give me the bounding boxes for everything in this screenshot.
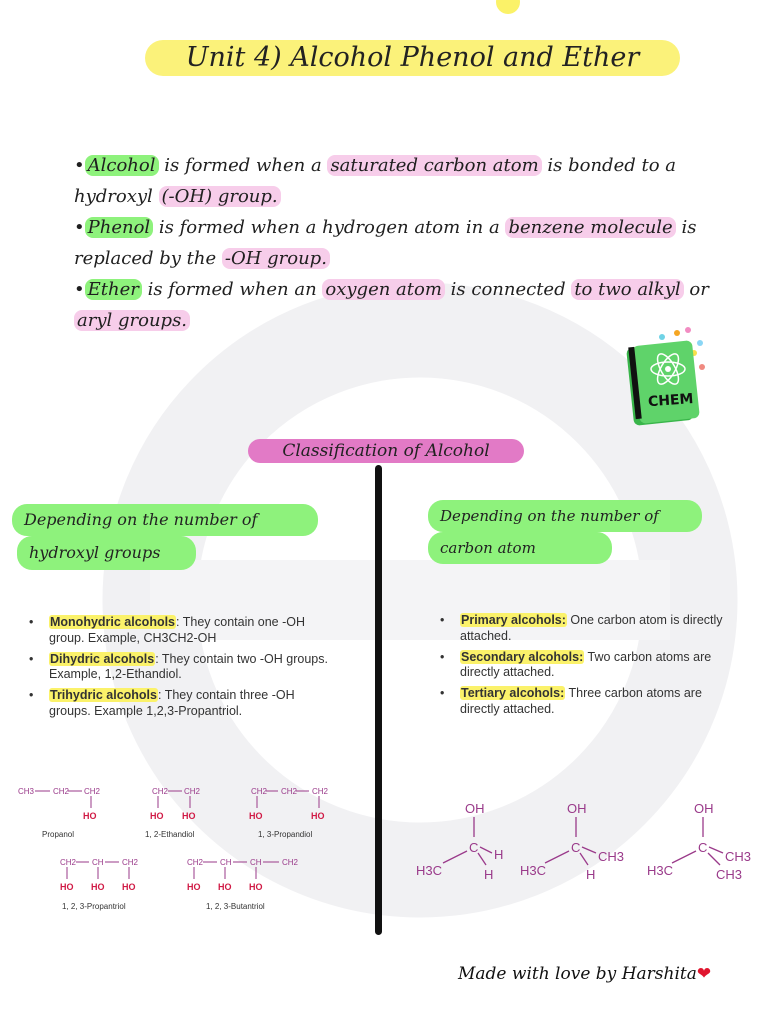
polyhydric-structures (10, 775, 370, 925)
list-item: • Dihydric alcohols: They contain two -OH groups. Example, 1,2-Ethandiol. (29, 652, 329, 683)
heart-icon: ❤ (696, 964, 712, 984)
svg-text:CH3: CH3 (725, 849, 752, 864)
chem-label: CHEM (647, 391, 694, 411)
svg-text:CH2: CH2 (84, 787, 101, 796)
svg-text:OH: OH (567, 801, 587, 816)
svg-text:H3C: H3C (647, 863, 674, 878)
svg-text:HO: HO (249, 811, 263, 821)
svg-text:HO: HO (311, 811, 325, 821)
classification-title: Classification of Alcohol (248, 439, 524, 463)
list-item: • Monohydric alcohols: They contain one -OH group. Example, CH3CH2-OH (29, 615, 329, 646)
svg-text:HO: HO (122, 882, 136, 892)
svg-text:CH2: CH2 (251, 787, 268, 796)
svg-text:CH2: CH2 (122, 858, 139, 867)
svg-text:CH2: CH2 (60, 858, 77, 867)
svg-text:CH3: CH3 (598, 849, 625, 864)
svg-text:CH2: CH2 (152, 787, 169, 796)
alcohol-definition: • Alcohol is formed when a saturated carbon atom is bonded to a hydroxyl (-OH) group. (74, 155, 677, 207)
svg-text:CH2: CH2 (282, 858, 299, 867)
list-item: • Tertiary alcohols: Three carbon atoms are directly attached. (440, 686, 740, 717)
chem-book-icon (622, 325, 732, 430)
svg-text:HO: HO (187, 882, 201, 892)
svg-text:CH2: CH2 (184, 787, 201, 796)
svg-text:H3C: H3C (520, 863, 547, 878)
svg-text:CH2: CH2 (53, 787, 70, 796)
propanol-label: Propanol (42, 830, 75, 839)
svg-text:CH: CH (250, 858, 262, 867)
alcohol-term: Alcohol (85, 155, 159, 176)
phenol-definition: • Phenol is formed when a hydrogen atom in a benzene molecule is replaced by the -OH group. (74, 217, 697, 269)
list-item: • Trihydric alcohols: They contain three -OH groups. Example 1,2,3-Propantriol. (29, 688, 329, 719)
propantriol-label: 1, 2, 3-Propantriol (62, 902, 126, 911)
svg-text:H: H (494, 847, 504, 862)
svg-text:OH: OH (694, 801, 714, 816)
svg-text:HO: HO (83, 811, 97, 821)
carbon-classification-list (440, 613, 740, 723)
svg-text:H3C: H3C (416, 863, 443, 878)
svg-text:CH2: CH2 (281, 787, 298, 796)
list-item: • Primary alcohols: One carbon atom is directly attached. (440, 613, 740, 644)
left-heading-line1: Depending on the number of (12, 504, 318, 536)
ethandiol-label: 1, 2-Ethandiol (145, 830, 195, 839)
propandiol-label: 1, 3-Propandiol (258, 830, 313, 839)
svg-text:CH: CH (92, 858, 104, 867)
svg-text:CH: CH (220, 858, 232, 867)
svg-text:CH3: CH3 (18, 787, 35, 796)
phenol-term: Phenol (85, 217, 154, 238)
list-item: • Secondary alcohols: Two carbon atoms are directly attached. (440, 650, 740, 681)
svg-text:H: H (586, 867, 596, 882)
intro-definitions (74, 150, 734, 336)
svg-text:C: C (571, 840, 581, 855)
svg-text:HO: HO (218, 882, 232, 892)
svg-text:HO: HO (249, 882, 263, 892)
svg-text:CH2: CH2 (187, 858, 204, 867)
svg-text:HO: HO (60, 882, 74, 892)
left-heading-line2: hydroxyl groups (17, 536, 196, 570)
footer-credit: Made with love by Harshita❤ (458, 964, 712, 984)
alcohol-degree-structures (410, 795, 760, 895)
ether-definition: • Ether is formed when an oxygen atom is connected to two alkyl or aryl groups. (74, 279, 709, 331)
right-heading-line2: carbon atom (428, 532, 612, 564)
svg-text:HO: HO (150, 811, 164, 821)
svg-text:H: H (484, 867, 494, 882)
ether-term: Ether (85, 279, 142, 300)
hydroxyl-classification-list (29, 615, 329, 725)
svg-text:C: C (698, 840, 708, 855)
svg-text:HO: HO (182, 811, 196, 821)
butantriol-label: 1, 2, 3-Butantriol (206, 902, 265, 911)
right-heading-line1: Depending on the number of (428, 500, 702, 532)
svg-text:CH2: CH2 (312, 787, 329, 796)
svg-text:C: C (469, 840, 479, 855)
svg-text:HO: HO (91, 882, 105, 892)
column-divider (375, 465, 382, 935)
page-title: Unit 4) Alcohol Phenol and Ether (145, 40, 680, 76)
svg-text:CH3: CH3 (716, 867, 743, 882)
svg-text:OH: OH (465, 801, 485, 816)
